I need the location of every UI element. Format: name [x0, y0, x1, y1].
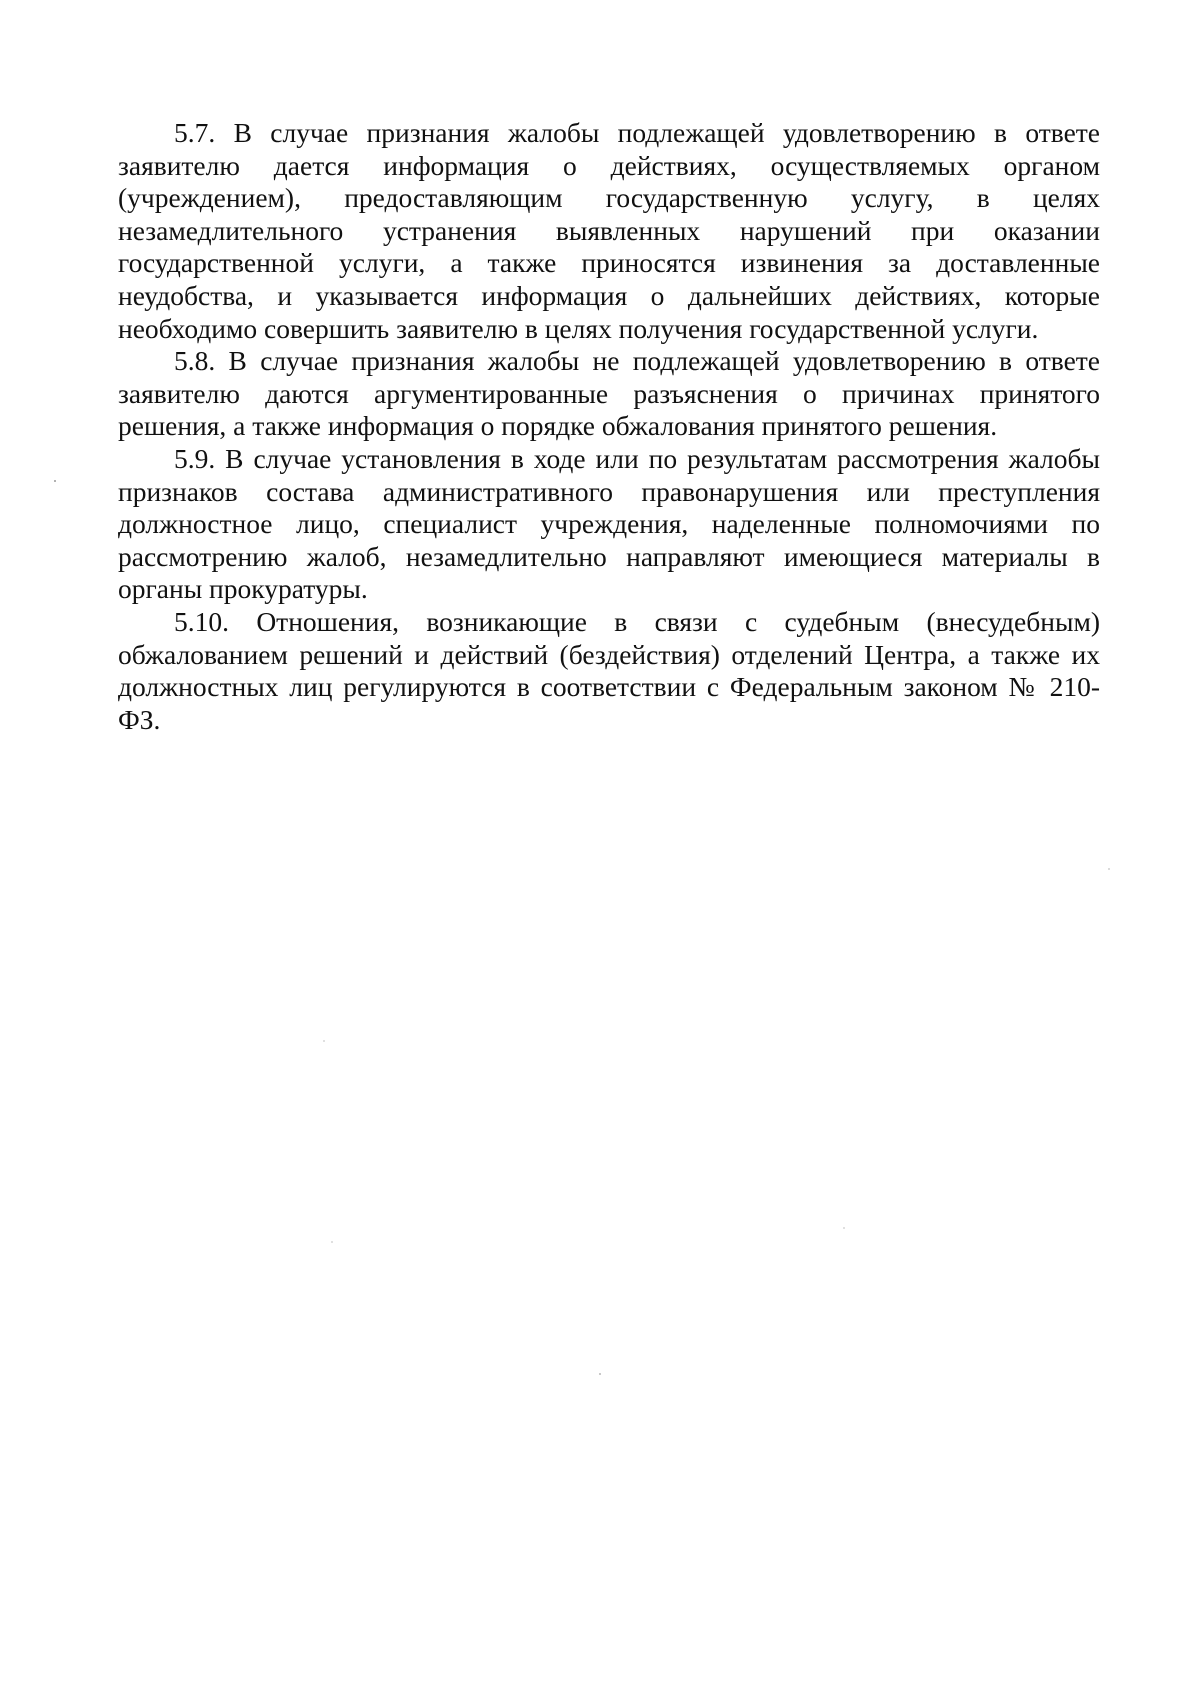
paragraph-5-9: 5.9. В случае установления в ходе или по результатам рассмотрения жалобы признаков состава административного правонарушения или преступления должностное лицо, специалист учреждения, наделенные полномочиями по рассмотрению жалоб, незамедлительно направляют имеющиеся материалы в органы прокуратуры.	[118, 442, 1100, 605]
paragraph-5-7: 5.7. В случае признания жалобы подлежащей удовлетворению в ответе заявителю дается информация о действиях, осуществляемых органом (учреждением), предоставляющим государственную услугу, в целях незамедлительного устранения выявленных нарушений при оказании государственной услуги, а также приносятся извинения за доставленные неудобства, и указывается информация о дальнейших действиях, которые необходимо совершить заявителю в целях получения государственной услуги.	[118, 117, 1100, 344]
scan-speck	[599, 1373, 601, 1375]
scan-speck	[843, 1227, 845, 1229]
paragraph-5-8: 5.8. В случае признания жалобы не подлежащей удовлетворению в ответе заявителю даются аргументированные разъяснения о причинах принятого решения, а также информация о порядке обжалования принятого решения.	[118, 345, 1100, 442]
scan-speck	[1108, 868, 1110, 870]
paragraph-5-10: 5.10. Отношения, возникающие в связи с судебным (внесудебным) обжалованием решений и действий (бездействия) отделений Центра, а также их должностных лиц регулируются в соответствии с Федеральным законом № 210-ФЗ.	[118, 605, 1100, 735]
scan-speck	[323, 1040, 325, 1042]
scan-speck	[54, 480, 56, 482]
document-body	[118, 117, 1100, 736]
scan-speck	[331, 1241, 333, 1243]
